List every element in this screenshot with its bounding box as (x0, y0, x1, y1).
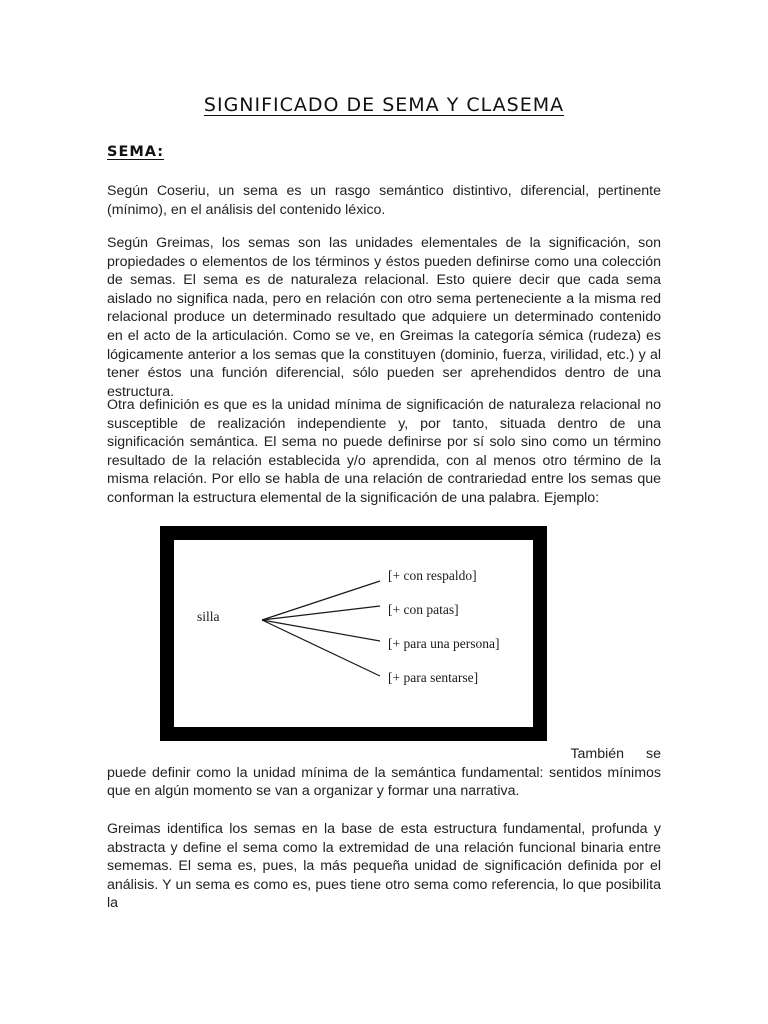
diagram-branch-line-2 (262, 606, 380, 620)
diagram-branch-label-3: [+ para una persona] (388, 636, 500, 651)
sema-diagram-figure (160, 526, 547, 741)
page-title: SIGNIFICADO DE SEMA Y CLASEMA (203, 94, 565, 116)
diagram-branch-label-1: [+ con respaldo] (388, 568, 477, 583)
diagram-branch-line-1 (262, 581, 380, 620)
diagram-branch-line-3 (262, 620, 380, 641)
diagram-branch-label-4: [+ para sentarse] (388, 670, 479, 685)
sema-diagram-svg (160, 526, 547, 741)
paragraph-coseriu: Según Coseriu, un sema es un rasgo semántico distintivo, diferencial, pertinente (mínimo), en el análisis del contenido léxico. (107, 183, 661, 218)
paragraph-greimas: Según Greimas, los semas son las unidades elementales de la significación, son propiedades o elementos de los términos y éstos pueden definirse como una colección de semas. El sema es de naturaleza relacional. Esto quiere decir que cada sema aislado no significa nada, pero en relación con otro sema perteneciente a la misma red relacional produce un determinado resultado que adquiere un determinado contenido en el acto de la articulación. Como se ve, en Greimas la categoría sémica (rudeza) es lógicamente anterior a los semas que la constituyen (dominio, fuerza, virilidad, etc.) y al tener éstos una función diferencial, sólo pueden ser aprehendidos dentro de una estructura. (107, 235, 661, 400)
paragraph-otra-definicion: Otra definición es que es la unidad mínima de significación de naturaleza relacional no susceptible de realización independiente y, por tanto, situada dentro de una significación semántica. El sema no puede definirse por sí solo sino como un término resultado de la relación establecida y/o aprendida, con al menos otro término de la misma relación. Por ello se habla de una relación de contrariedad entre los semas que conforman la estructura elemental de la significación de una palabra. Ejemplo: (107, 397, 661, 506)
paragraph-tambien-first-line: También se (570, 746, 661, 762)
diagram-branch-label-2: [+ con patas] (388, 602, 459, 617)
paragraph-tambien-rest: puede definir como la unidad mínima de la semántica fundamental: sentidos mínimos que en algún momento se van a organizar y formar una narrativa. (107, 764, 661, 800)
paragraph-greimas-identifica: Greimas identifica los semas en la base de esta estructura fundamental, profunda y abstracta y define el sema como la extremidad de una relación funcional binaria entre sememas. El sema es, pues, la más pequeña unidad de significación definida por el análisis. Y un sema es como es, pues tiene otro sema como referencia, lo que posibilita la (107, 821, 661, 912)
diagram-root-label: silla (197, 609, 220, 624)
section-heading-sema: SEMA: (107, 144, 165, 160)
diagram-branch-line-4 (262, 620, 380, 676)
paragraph-tambien (107, 745, 661, 801)
